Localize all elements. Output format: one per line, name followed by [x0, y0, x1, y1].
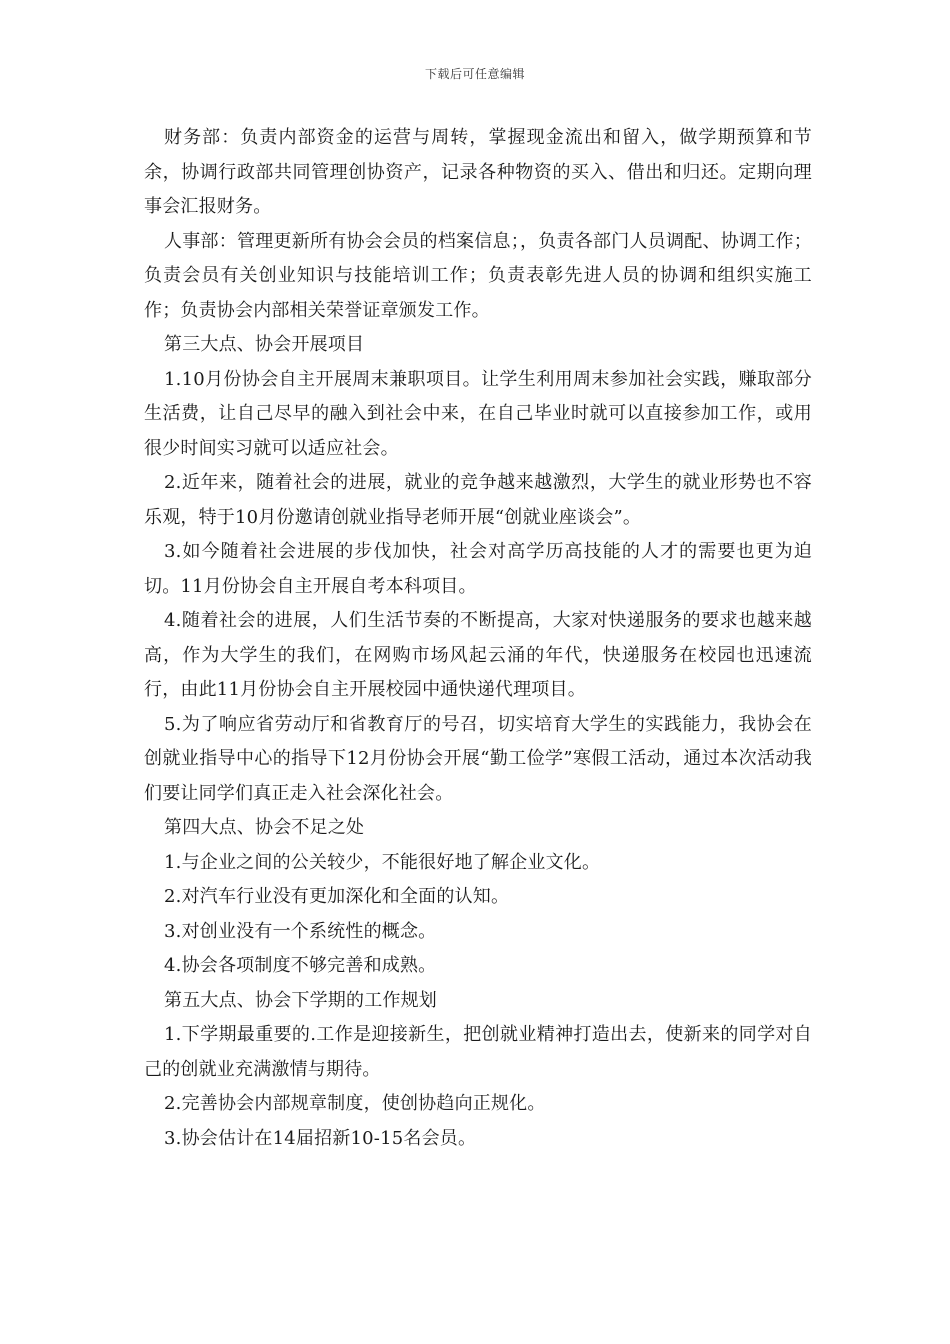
section-heading-plan: 第五大点、协会下学期的工作规划 — [164, 989, 437, 1011]
list-item-shortcoming-1: 1.与企业之间的公关较少，不能很好地了解企业文化。 — [164, 851, 601, 873]
document-body — [144, 121, 812, 1156]
page-header: 下载后可任意编辑 — [424, 67, 525, 81]
list-item-shortcoming-4: 4.协会各项制度不够完善和成熟。 — [164, 955, 437, 976]
list-item-project-4: 4.随着社会的进展，人们生活节奏的不断提高，大家对快递服务的要求也越来越高，作为大学生的我们，在网购市场风起云涌的年代，快递服务在校园也迅速流行，由此11月份协会自主开展校园中通快递代理项目。 — [144, 610, 812, 700]
list-item-plan-2: 2.完善协会内部规章制度，使创协趋向正规化。 — [164, 1093, 546, 1114]
list-item-project-2: 2.近年来，随着社会的进展，就业的竞争越来越激烈，大学生的就业形势也不容乐观，特于10月份邀请创就业指导老师开展“创就业座谈会”。 — [144, 472, 812, 528]
list-item-project-3: 3.如今随着社会进展的步伐加快，社会对高学历高技能的人才的需要也更为迫切。11月份协会自主开展自考本科项目。 — [144, 541, 812, 597]
list-item-plan-1: 1.下学期最重要的.工作是迎接新生，把创就业精神打造出去，使新来的同学对自己的创就业充满激情与期待。 — [144, 1024, 812, 1080]
section-heading-shortcomings: 第四大点、协会不足之处 — [164, 817, 365, 838]
paragraph-finance-dept: 财务部：负责内部资金的运营与周转，掌握现金流出和留入，做学期预算和节余，协调行政部共同管理创协资产，记录各种物资的买入、借出和归还。定期向理事会汇报财务。 — [144, 127, 812, 217]
list-item-shortcoming-2: 2.对汽车行业没有更加深化和全面的认知。 — [164, 886, 510, 907]
list-item-project-1: 1.10月份协会自主开展周末兼职项目。让学生利用周末参加社会实践，赚取部分生活费，让自己尽早的融入到社会中来，在自己毕业时就可以直接参加工作，或用很少时间实习就可以适应社会。 — [144, 368, 812, 459]
list-item-shortcoming-3: 3.对创业没有一个系统性的概念。 — [164, 920, 437, 942]
paragraph-hr-dept: 人事部：管理更新所有协会会员的档案信息；，负责各部门人员调配、协调工作；负责会员有关创业知识与技能培训工作；负责表彰先进人员的协调和组织实施工作；负责协会内部相关荣誉证章颁发工作。 — [144, 230, 812, 321]
section-heading-projects: 第三大点、协会开展项目 — [164, 334, 365, 355]
list-item-project-5: 5.为了响应省劳动厅和省教育厅的号召，切实培育大学生的实践能力，我协会在创就业指导中心的指导下12月份协会开展“勤工俭学”寒假工活动，通过本次活动我们要让同学们真正走入社会深化社会。 — [144, 713, 812, 804]
list-item-plan-3: 3.协会估计在14届招新10-15名会员。 — [164, 1127, 477, 1149]
